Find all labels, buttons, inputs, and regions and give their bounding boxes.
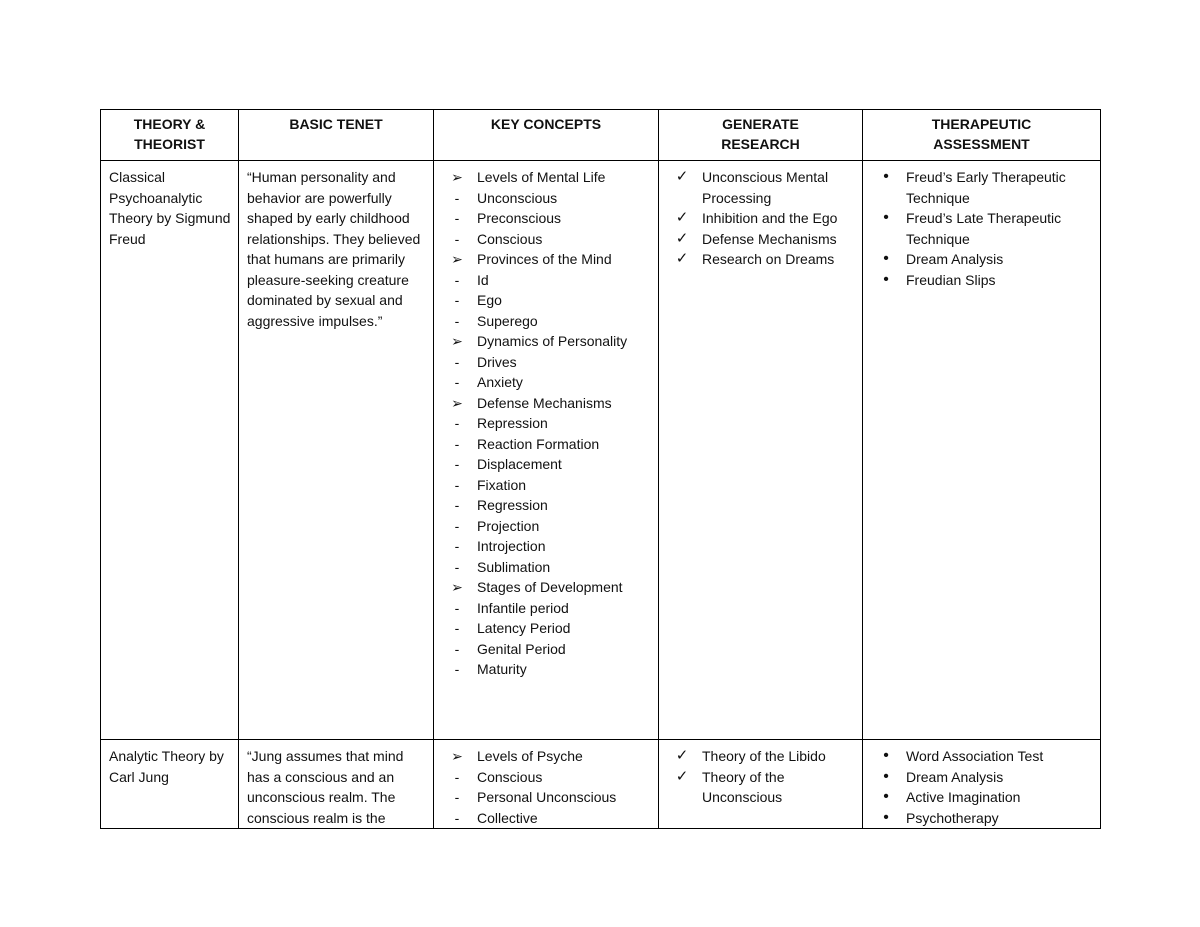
item-text: Superego xyxy=(477,312,538,329)
item-text: Stages of Development xyxy=(477,579,623,595)
assessment-item xyxy=(871,767,1094,788)
concept-item xyxy=(442,536,652,557)
assessment-item xyxy=(871,270,1094,291)
research-cell xyxy=(659,161,863,740)
concept-item xyxy=(442,598,652,619)
dash-bullet-icon: - xyxy=(454,768,460,785)
research-item xyxy=(667,767,856,808)
item-text: Freud’s Early Therapeutic Technique xyxy=(906,169,1066,206)
arrow-bullet-icon: ➢ xyxy=(451,748,463,764)
concept-item xyxy=(442,454,652,475)
item-text: Ego xyxy=(477,292,502,308)
concept-item xyxy=(442,639,652,660)
assessment-cell xyxy=(863,740,1101,829)
assessment-item xyxy=(871,249,1094,270)
dash-bullet-icon: - xyxy=(454,497,460,513)
dash-bullet-icon: - xyxy=(454,189,460,206)
assessment-item xyxy=(871,787,1094,808)
item-text: Unconscious xyxy=(477,189,558,206)
concept-item xyxy=(442,659,652,680)
concepts-cell xyxy=(434,740,659,829)
theory-cell: Analytic Theory by Carl Jung xyxy=(101,740,239,829)
header-theory: THEORY & THEORIST xyxy=(101,110,239,161)
research-item xyxy=(667,167,856,208)
item-text: Word Association Test xyxy=(906,748,1044,764)
dash-bullet-icon: - xyxy=(454,809,460,826)
concept-item xyxy=(442,767,652,788)
concepts-cell xyxy=(434,161,659,740)
item-text: Collective xyxy=(477,809,538,826)
item-text: Personal Unconscious xyxy=(477,789,617,805)
item-text: Research on Dreams xyxy=(702,251,835,267)
item-text: Id xyxy=(477,271,489,288)
dash-bullet-icon: - xyxy=(454,476,460,493)
concept-item xyxy=(442,808,652,829)
dash-bullet-icon: - xyxy=(454,599,460,616)
concept-item xyxy=(442,311,652,332)
item-text: Sublimation xyxy=(477,558,551,575)
dash-bullet-icon: - xyxy=(454,435,460,452)
theory-cell: Classical Psychoanalytic Theory by Sigmund Freud xyxy=(101,161,239,740)
item-text: Projection xyxy=(477,517,540,534)
item-text: Drives xyxy=(477,353,517,370)
research-item xyxy=(667,229,856,250)
item-text: Freudian Slips xyxy=(906,271,996,288)
dash-bullet-icon: - xyxy=(454,230,460,247)
bullet-icon: • xyxy=(883,168,889,185)
item-text: Psychotherapy xyxy=(906,809,999,826)
item-text: Reaction Formation xyxy=(477,435,600,452)
concept-item xyxy=(442,516,652,537)
table-row xyxy=(101,740,1101,829)
item-text: Introjection xyxy=(477,538,546,554)
concept-item xyxy=(442,787,652,808)
concept-item xyxy=(442,167,652,188)
research-item xyxy=(667,249,856,270)
item-text: Anxiety xyxy=(477,374,523,390)
item-text: Regression xyxy=(477,497,548,513)
dash-bullet-icon: - xyxy=(454,271,460,288)
item-text: Latency Period xyxy=(477,620,571,636)
item-text: Freud’s Late Therapeutic Technique xyxy=(906,210,1062,247)
dash-bullet-icon: - xyxy=(454,415,460,431)
research-item xyxy=(667,746,856,767)
header-generate-research: GENERATE RESEARCH xyxy=(659,110,863,161)
item-text: Infantile period xyxy=(477,599,569,616)
assessment-item xyxy=(871,808,1094,829)
tenet-cell: “Human personality and behavior are powerfully shaped by early childhood relationships. They believed that humans are primarily pleasure-seeking creature dominated by sexual and aggressive impulses.” xyxy=(239,161,434,740)
item-text: Defense Mechanisms xyxy=(477,394,612,411)
item-text: Maturity xyxy=(477,661,527,677)
dash-bullet-icon: - xyxy=(454,640,460,657)
item-text: Theory of the Unconscious xyxy=(702,768,785,805)
dash-bullet-icon: - xyxy=(454,538,460,554)
arrow-bullet-icon: ➢ xyxy=(451,579,463,595)
item-text: Conscious xyxy=(477,768,543,785)
assessment-item xyxy=(871,167,1094,208)
header-key-concepts: KEY CONCEPTS xyxy=(434,110,659,161)
item-text: Dream Analysis xyxy=(906,251,1004,267)
dash-bullet-icon: - xyxy=(454,210,460,226)
item-text: Conscious xyxy=(477,230,543,247)
item-text: Unconscious Mental Processing xyxy=(702,169,829,206)
concept-item xyxy=(442,475,652,496)
item-text: Fixation xyxy=(477,476,527,493)
check-icon: ✓ xyxy=(675,250,689,267)
item-text: Provinces of the Mind xyxy=(477,251,612,267)
research-cell xyxy=(659,740,863,829)
item-text: Defense Mechanisms xyxy=(702,230,837,247)
item-text: Active Imagination xyxy=(906,789,1021,805)
concept-item xyxy=(442,577,652,598)
check-icon: ✓ xyxy=(675,209,689,226)
bullet-icon: • xyxy=(883,209,889,226)
table-row xyxy=(101,161,1101,740)
check-icon: ✓ xyxy=(675,168,689,185)
dash-bullet-icon: - xyxy=(454,292,460,308)
item-text: Inhibition and the Ego xyxy=(702,210,838,226)
check-icon: ✓ xyxy=(675,747,689,764)
concept-item xyxy=(442,746,652,767)
concept-item xyxy=(442,270,652,291)
concept-item xyxy=(442,352,652,373)
assessment-cell xyxy=(863,161,1101,740)
bullet-icon: • xyxy=(883,747,889,764)
dash-bullet-icon: - xyxy=(454,517,460,534)
concept-item xyxy=(442,434,652,455)
concept-item xyxy=(442,413,652,434)
arrow-bullet-icon: ➢ xyxy=(451,169,463,185)
item-text: Levels of Psyche xyxy=(477,748,583,764)
concept-item xyxy=(442,331,652,352)
concept-item xyxy=(442,393,652,414)
concept-item xyxy=(442,372,652,393)
concept-item xyxy=(442,249,652,270)
document-page xyxy=(100,109,1100,826)
bullet-icon: • xyxy=(883,270,889,288)
check-icon: ✓ xyxy=(675,767,689,785)
item-text: Dynamics of Personality xyxy=(477,333,628,349)
header-therapeutic-assessment: THERAPEUTIC ASSESSMENT xyxy=(863,110,1101,161)
assessment-item xyxy=(871,746,1094,767)
item-text: Preconscious xyxy=(477,210,562,226)
dash-bullet-icon: - xyxy=(454,620,460,636)
header-basic-tenet: BASIC TENET xyxy=(239,110,434,161)
concept-item xyxy=(442,495,652,516)
item-text: Levels of Mental Life xyxy=(477,169,606,185)
research-item xyxy=(667,208,856,229)
dash-bullet-icon: - xyxy=(454,353,460,370)
theory-table xyxy=(100,109,1101,829)
dash-bullet-icon: - xyxy=(454,456,460,472)
bullet-icon: • xyxy=(883,250,889,267)
item-text: Repression xyxy=(477,415,548,431)
item-text: Genital Period xyxy=(477,640,566,657)
item-text: Displacement xyxy=(477,456,562,472)
assessment-item xyxy=(871,208,1094,249)
item-text: Dream Analysis xyxy=(906,768,1004,785)
dash-bullet-icon: - xyxy=(454,374,460,390)
arrow-bullet-icon: ➢ xyxy=(451,251,463,267)
tenet-cell: “Jung assumes that mind has a conscious and an unconscious realm. The conscious realm is the xyxy=(239,740,434,829)
concept-item xyxy=(442,229,652,250)
bullet-icon: • xyxy=(883,788,889,805)
bullet-icon: • xyxy=(883,808,889,826)
concept-item xyxy=(442,208,652,229)
dash-bullet-icon: - xyxy=(454,661,460,677)
bullet-icon: • xyxy=(883,767,889,785)
arrow-bullet-icon: ➢ xyxy=(451,394,463,411)
dash-bullet-icon: - xyxy=(454,312,460,329)
dash-bullet-icon: - xyxy=(454,789,460,805)
arrow-bullet-icon: ➢ xyxy=(451,333,463,349)
check-icon: ✓ xyxy=(675,229,689,247)
header-row xyxy=(101,110,1101,161)
concept-item xyxy=(442,618,652,639)
concept-item xyxy=(442,188,652,209)
concept-item xyxy=(442,557,652,578)
concept-item xyxy=(442,290,652,311)
item-text: Theory of the Libido xyxy=(702,748,826,764)
dash-bullet-icon: - xyxy=(454,558,460,575)
